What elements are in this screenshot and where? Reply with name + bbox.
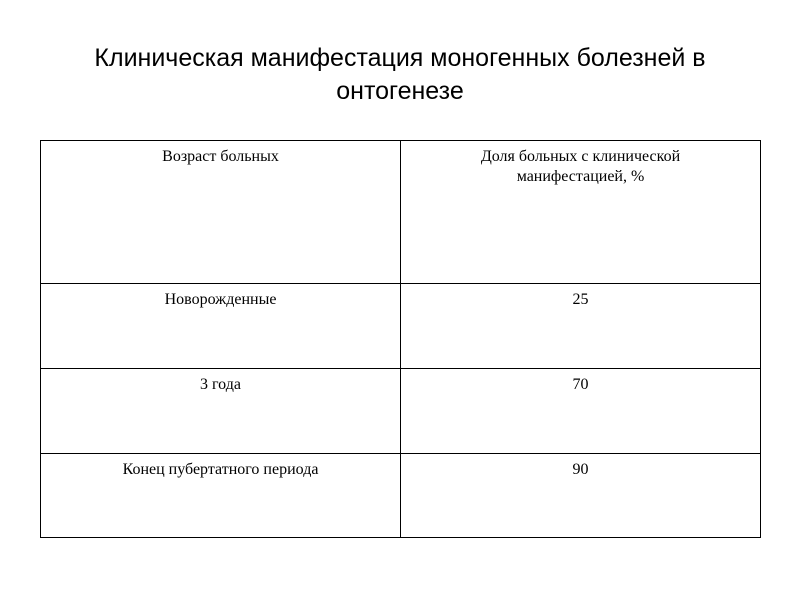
header-share-label: Доля больных с клинической манифестацией, % <box>480 148 681 185</box>
cell-share: 25 <box>401 284 761 369</box>
table-row <box>41 369 761 454</box>
manifestation-table <box>40 140 761 538</box>
cell-share: 70 <box>401 369 761 454</box>
cell-age: Конец пубертатного периода <box>41 454 401 538</box>
table-header-row <box>41 141 761 284</box>
header-cell-age <box>41 141 401 284</box>
cell-age: Новорожденные <box>41 284 401 369</box>
table-row <box>41 454 761 538</box>
cell-share: 90 <box>401 454 761 538</box>
header-age-label: Возраст больных <box>162 148 279 165</box>
header-cell-share <box>401 141 761 284</box>
cell-age: 3 года <box>41 369 401 454</box>
table-row <box>41 284 761 369</box>
slide-title: Клиническая манифестация моногенных болезней в онтогенезе <box>94 44 706 105</box>
